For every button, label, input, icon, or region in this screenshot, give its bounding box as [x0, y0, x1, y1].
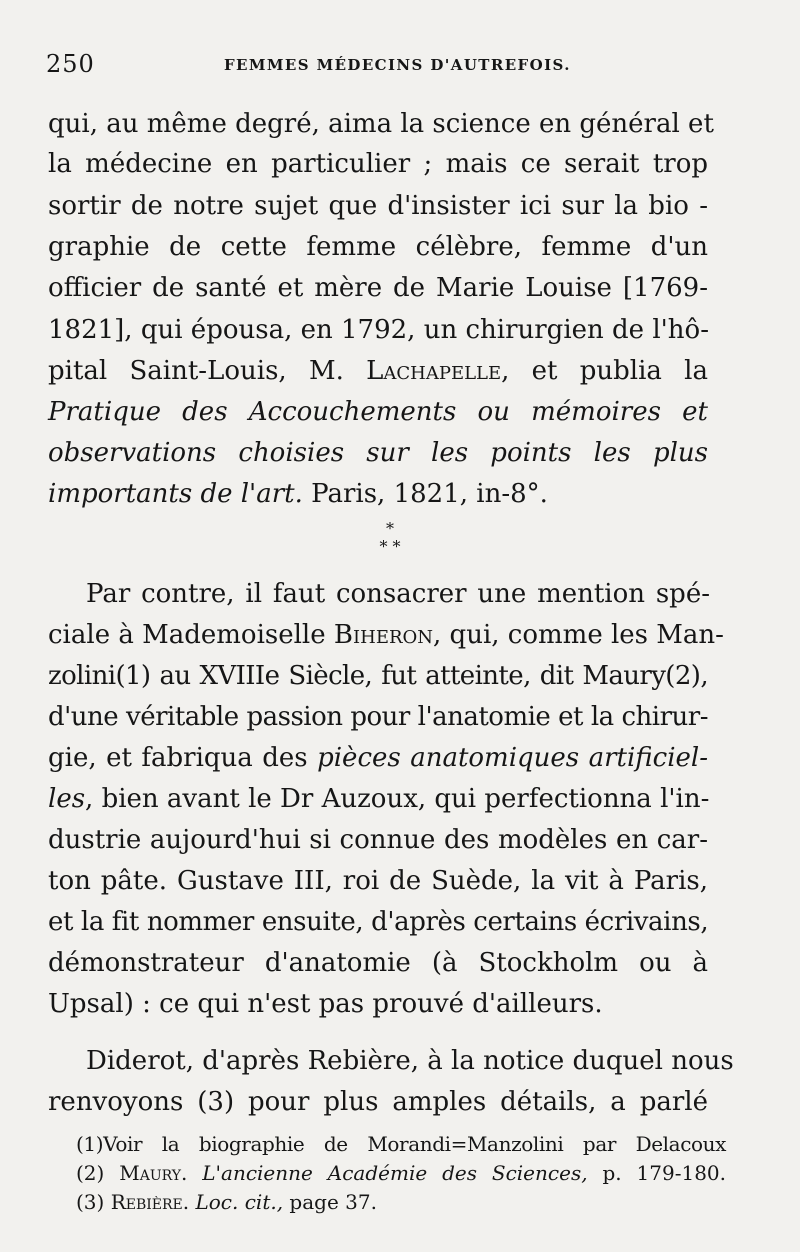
- text-line: d'une véritable passion pour l'anatomie et la chirur-: [48, 702, 708, 732]
- citation-span: Loc. cit.,: [195, 1190, 284, 1214]
- text-line: [48, 615, 724, 655]
- page-header: [46, 50, 666, 82]
- text-span: (2): [76, 1161, 120, 1185]
- text-line: [48, 738, 708, 778]
- text-span: p. 179-180.: [587, 1161, 726, 1185]
- text-span: .: [182, 1190, 196, 1214]
- text-span: , bien avant le Dr Auzoux, qui perfectionna l'in-: [85, 784, 710, 814]
- text-span: .: [180, 1161, 203, 1185]
- running-head: FEMMES MÉDECINS D'AUTREFOIS.: [224, 56, 571, 74]
- asterism-bottom: * *: [379, 537, 401, 556]
- text-line: 1821], qui épousa, en 1792, un chirurgien de l'hô-: [48, 315, 709, 345]
- text-line: officier de santé et mère de Marie Louise [1769-: [48, 273, 708, 303]
- text-line: renvoyons (3) pour plus amples détails, a parlé: [48, 1087, 708, 1117]
- text-span: pital Saint-Louis, M.: [48, 356, 344, 386]
- emphasis-span: les: [48, 784, 86, 814]
- text-line: dustrie aujourd'hui si connue des modèles en car-: [48, 825, 708, 855]
- book-title-span: L'ancienne Académie des Sciences,: [202, 1161, 588, 1185]
- asterism-top: *: [386, 519, 394, 538]
- book-title-span: importants de l'art.: [48, 479, 303, 509]
- text-line: zolini(1) au XVIIIe Siècle, fut atteinte, dit Maury(2),: [48, 661, 708, 691]
- footnote-3: [76, 1188, 726, 1217]
- text-line: Par contre, il faut consacrer une mention spé-: [86, 579, 710, 609]
- author-name: Lachapelle: [366, 356, 502, 386]
- text-line: qui, au même degré, aima la science en général et: [48, 109, 714, 139]
- text-line: [48, 474, 708, 514]
- text-span: , qui, comme les Man-: [433, 620, 724, 650]
- book-title-line: Pratique des Accouchements ou mémoires et: [48, 397, 708, 427]
- text-span: gie, et fabriqua des: [48, 743, 318, 773]
- book-title-line: observations choisies sur les points les plus: [48, 438, 708, 468]
- footnote-1: (1)Voir la biographie de Morandi=Manzolini par Delacoux: [76, 1132, 726, 1156]
- text-span: ciale à Mademoiselle: [48, 620, 334, 650]
- text-line: démonstrateur d'anatomie (à Stockholm ou à: [48, 948, 708, 978]
- text-line: et la fit nommer ensuite, d'après certains écrivains,: [48, 907, 709, 937]
- text-span: page 37.: [283, 1190, 377, 1214]
- text-line: ton pâte. Gustave III, roi de Suède, la vit à Paris,: [48, 866, 708, 896]
- asterism-separator: [370, 520, 410, 564]
- text-line: Diderot, d'après Rebière, à la notice duquel nous: [86, 1046, 734, 1076]
- emphasis-span: pièces anatomiques artificiel-: [317, 743, 708, 773]
- author-name: Maury: [119, 1161, 181, 1185]
- text-span: (3): [76, 1190, 111, 1214]
- text-line: [48, 351, 708, 391]
- footnote-2: [76, 1159, 726, 1188]
- page-number: 250: [46, 50, 95, 78]
- text-span: , et publia la: [501, 356, 708, 386]
- author-name: Rebière: [110, 1190, 183, 1214]
- text-line: sortir de notre sujet que d'insister ici sur la bio -: [48, 191, 708, 221]
- text-line: Upsal) : ce qui n'est pas prouvé d'ailleurs.: [48, 989, 603, 1019]
- text-span: Paris, 1821, in-8°.: [302, 479, 548, 509]
- text-line: graphie de cette femme célèbre, femme d'un: [48, 232, 708, 262]
- author-name: Biheron: [333, 620, 434, 650]
- text-line: la médecine en particulier ; mais ce serait trop: [48, 149, 708, 179]
- text-line: [48, 779, 708, 819]
